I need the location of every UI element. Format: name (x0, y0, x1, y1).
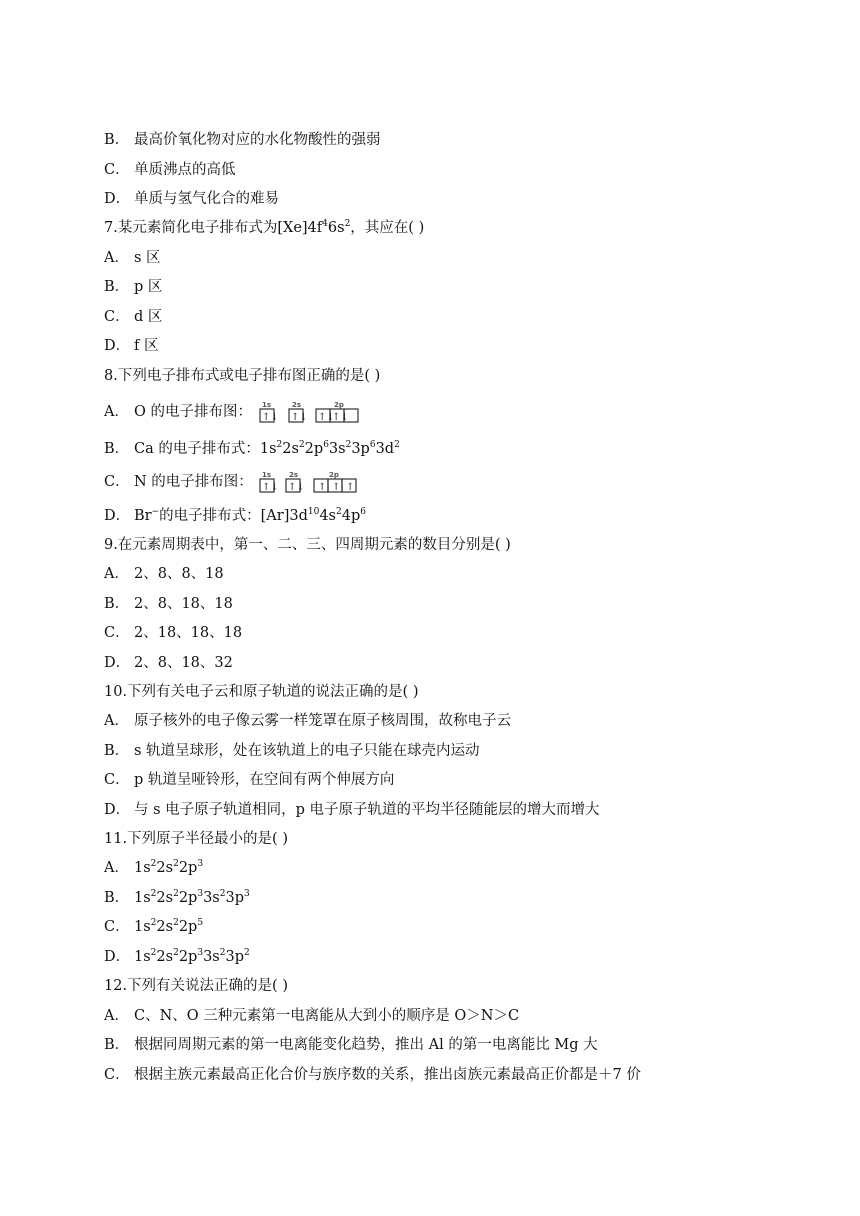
q10-option-a: A． 原子核外的电子像云雾一样笼罩在原子核周围，故称电子云 (104, 713, 511, 729)
q7-option-d: D． f 区 (104, 338, 159, 354)
q11-option-a: A． $1s^22s^22p^3$ (104, 859, 204, 876)
q8-option-d: D． Br−的电子排布式：$[Ar]3d^{10}4s^24p^6$ (104, 507, 366, 524)
q11-option-c: C． $1s^22s^22p^5$ (104, 918, 204, 935)
q8-option-a: A． O 的电子排布图： 1s 2s 2p ↑↓ ↑↓ ↑↓ ↑↓ (104, 400, 371, 424)
q7-option-c: C． d 区 (104, 309, 163, 325)
svg-text:↑↓: ↑↓ (262, 482, 280, 493)
q12-stem: 12.下列有关说法正确的是( ) (104, 978, 288, 994)
q6-option-d: D． 单质与氢气化合的难易 (104, 191, 279, 207)
svg-text:↑↓: ↑↓ (331, 412, 349, 423)
q6-option-c: C． 单质沸点的高低 (104, 162, 236, 178)
q6-option-b: B． 最高价氧化物对应的水化物酸性的强弱 (104, 132, 381, 148)
label-1s: 1s (261, 401, 271, 409)
q8-option-c: C． N 的电子排布图： 1s 2s 2p ↑↓ ↑↓ ↑ ↑ ↑ (104, 470, 371, 494)
q12-option-b: B． 根据同周期元素的第一电离能变化趋势，推出 Al 的第一电离能比 Mg 大 (104, 1037, 598, 1053)
svg-text:↑↓: ↑↓ (261, 412, 279, 423)
q9-option-d: D． 2、8、18、32 (104, 655, 233, 671)
q11-option-b: B． $1s^22s^22p^33s^23p^3$ (104, 889, 250, 906)
q9-option-c: C． 2、18、18、18 (104, 625, 243, 641)
q11-stem: 11.下列原子半径最小的是( ) (104, 831, 288, 847)
q9-stem: 9.在元素周期表中，第一、二、三、四周期元素的数目分别是( ) (104, 537, 511, 553)
svg-text:↑↓: ↑↓ (290, 412, 308, 423)
q12-option-c: C． 根据主族元素最高正化合价与族序数的关系，推出卤族元素最高正价都是＋7 价 (104, 1067, 641, 1083)
label-2s: 2s (289, 471, 299, 479)
label-1s: 1s (262, 471, 272, 479)
svg-text:↑: ↑ (318, 482, 327, 493)
q7-stem: 7.某元素简化电子排布式为$[Xe]4f^46s^2$，其应在( ) (104, 219, 425, 236)
q10-option-b: B． s 轨道呈球形，处在该轨道上的电子只能在球壳内运动 (104, 743, 480, 759)
q7-option-b: B． p 区 (104, 279, 163, 295)
q12-option-a: A． C、N、O 三种元素第一电离能从大到小的顺序是 O＞N＞C (104, 1008, 520, 1024)
q8-stem: 8.下列电子排布式或电子排布图正确的是( ) (104, 368, 381, 384)
svg-text:↑: ↑ (332, 482, 341, 493)
q8-option-b: B． Ca 的电子排布式：$1s^22s^22p^63s^23p^63d^2$ (104, 440, 400, 457)
label-2p: 2p (333, 401, 344, 409)
q10-option-d: D． 与 s 电子原子轨道相同，p 电子原子轨道的平均半径随能层的增大而增大 (104, 802, 600, 818)
q9-option-b: B． 2、8、18、18 (104, 596, 233, 612)
q9-option-a: A． 2、8、8、18 (104, 566, 224, 582)
svg-text:↑↓: ↑↓ (288, 482, 306, 493)
svg-text:↑: ↑ (346, 482, 355, 493)
svg-text:↑↓: ↑↓ (317, 412, 335, 423)
q7-option-a: A． s 区 (104, 250, 161, 266)
q10-stem: 10.下列有关电子云和原子轨道的说法正确的是( ) (104, 684, 419, 700)
q10-option-c: C． p 轨道呈哑铃形，在空间有两个伸展方向 (104, 772, 395, 788)
nitrogen-orbital-diagram (259, 470, 371, 494)
label-2s: 2s (291, 401, 301, 409)
label-2p: 2p (329, 471, 340, 479)
oxygen-orbital-diagram (259, 400, 371, 424)
q11-option-d: D． $1s^22s^22p^33s^23p^2$ (104, 948, 250, 965)
